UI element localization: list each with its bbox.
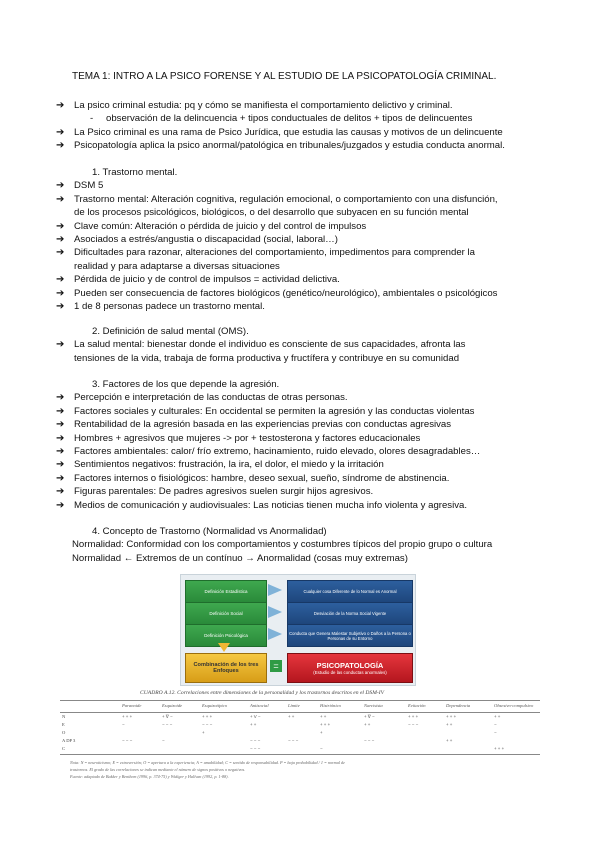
bullet-text: Asociados a estrés/angustia o discapacidad (social, laboral…) <box>74 234 338 246</box>
combinacion-box: Combinación de los tres Enfoques <box>185 653 267 683</box>
table-cell: − − − <box>364 738 375 743</box>
bullet-text: Rentabilidad de la agresión basada en las experiencias previas con conductas agresivas <box>74 419 452 431</box>
arrow-right-icon <box>268 606 282 618</box>
bullet-text: Factores ambientales: calor/ frío extremo, hacinamiento, ruido elevado, olores desagradables… <box>74 446 481 458</box>
table-cell: + <box>320 730 323 735</box>
bullet-item <box>56 246 536 259</box>
arrow-icon: ➔ <box>56 301 65 313</box>
bullet-item <box>56 179 536 192</box>
dash-icon: - <box>90 113 94 125</box>
arrow-icon: ➔ <box>56 287 65 299</box>
table-cell: − − − <box>250 738 261 743</box>
section-factores-agresion <box>56 378 536 512</box>
bullet-item <box>56 499 536 512</box>
bullet-item <box>56 405 536 418</box>
arrow-right-icon <box>268 628 282 640</box>
table-cell: − − − <box>122 738 133 743</box>
bullet-item <box>56 126 536 139</box>
table-cell: − − − <box>250 746 261 751</box>
table-cell: − − − <box>202 722 213 727</box>
table-cell: − <box>494 722 497 727</box>
bullet-item <box>56 445 536 458</box>
psicopatologia-box <box>287 653 413 683</box>
bullet-text: Clave común: Alteración o pérdida de juicio y del control de impulsos <box>74 220 367 232</box>
table-cell: + + <box>494 714 501 719</box>
table-cell: + + <box>364 722 371 727</box>
arrow-icon: ➔ <box>56 419 65 431</box>
bullet-text: La Psico criminal es una rama de Psico Jurídica, que estudia las causas y motivos de un delincuente <box>74 126 503 138</box>
bullet-continuation <box>56 206 536 219</box>
table-cell: + + <box>446 738 453 743</box>
arrow-icon: ➔ <box>56 180 65 192</box>
table-header: Histriónico <box>320 703 341 708</box>
table-cell: + + <box>446 722 453 727</box>
section-heading: 2. Definición de salud mental (OMS). <box>92 326 249 337</box>
table-cell: + + + <box>446 714 457 719</box>
table-cell: − <box>320 746 323 751</box>
table-cell: − − − <box>408 722 419 727</box>
table-row-label: E <box>62 722 65 727</box>
bullet-item <box>56 273 536 286</box>
arrow-icon: ➔ <box>56 392 65 404</box>
table-cell: + + + <box>408 714 419 719</box>
table-row-label: C <box>62 746 66 751</box>
bullet-item <box>56 139 536 152</box>
bullet-text: 1 de 8 personas padece un trastorno mental. <box>74 301 265 313</box>
arrow-icon: ➔ <box>56 234 65 246</box>
table-rule <box>60 712 540 713</box>
bullet-text: La psico criminal estudia: pq y cómo se manifiesta el comportamiento delictivo y criminal. <box>74 100 453 111</box>
social-description-box: Desviación de la Norma Social Vigente <box>287 602 413 625</box>
normalidad-continuum: Normalidad ← Extremos de un contínuo → Anormalidad (cosas muy extremas) <box>72 552 408 564</box>
table-header: Antisocial <box>250 703 269 708</box>
psicopatologia-diagram <box>180 574 416 686</box>
bullet-item <box>56 458 536 471</box>
section-heading: 1. Trastorno mental. <box>92 167 178 178</box>
arrow-icon: ➔ <box>56 432 65 444</box>
table-cell: + <box>202 730 205 735</box>
estadistica-description-box: Cualquier cosa Diferente de lo Normal es Anormal <box>287 580 413 603</box>
arrow-icon: ➔ <box>56 339 65 351</box>
equals-icon: = <box>270 660 282 672</box>
bullet-item <box>56 233 536 246</box>
arrow-icon: ➔ <box>56 446 65 458</box>
table-cell: + + <box>320 714 327 719</box>
table-row-label: N <box>62 714 66 719</box>
definicion-psicologica-box: Definición Psicológica <box>185 624 267 647</box>
bullet-text: Factores internos o fisiológicos: hambre, deseo sexual, sueño, síndrome de abstinencia. <box>74 472 450 484</box>
arrow-icon: ➔ <box>56 220 65 232</box>
bullet-text: Pérdida de juicio y de control de impulsos = actividad delictiva. <box>74 274 340 286</box>
normalidad-definition: Normalidad: Conformidad con los comportamientos y costumbres típicos del propio grupo o cultura <box>72 539 493 551</box>
arrow-icon: ➔ <box>56 472 65 484</box>
arrow-down-icon <box>218 643 230 652</box>
table-footnote: Fuente: adaptado de Bakker y Benthem (1996, p. 374-75) y Widiger y Hallvan (1992, p. 1-88). <box>70 774 229 779</box>
bullet-text: Medios de comunicación y audiovisuales: Las noticias tienen mucha info violenta y agresiva. <box>74 499 468 511</box>
table-cell: + + <box>288 714 295 719</box>
table-cell: + + <box>250 722 257 727</box>
table-header: Dependencia <box>446 703 471 708</box>
arrow-icon: ➔ <box>56 486 65 498</box>
bullet-item <box>56 472 536 485</box>
bullet-item <box>56 220 536 233</box>
intro-section <box>56 99 536 153</box>
arrow-icon: ➔ <box>56 193 65 205</box>
arrow-icon: ➔ <box>56 459 65 471</box>
bullet-text: Figuras parentales: De padres agresivos suelen surgir hijos agresivos. <box>74 486 374 498</box>
definicion-social-box: Definición Social <box>185 602 267 625</box>
bullet-text: realidad y para adaptarse a diversas situaciones <box>74 260 280 272</box>
table-cell: + + + <box>122 714 133 719</box>
arrow-right-icon <box>268 584 282 596</box>
table-header: Límite <box>288 703 300 708</box>
psicopatologia-subtitle: (Estudio de las conductas anormales) <box>313 670 387 675</box>
bullet-text: de los procesos psicológicos, biológicos, o del desarrollo que subyacen en su función mental <box>74 207 469 219</box>
bullet-text: Hombres + agresivos que mujeres -> por + testosterona y factores educacionales <box>74 432 421 444</box>
table-cell: + ∇ − <box>364 714 375 719</box>
bullet-text: Trastorno mental: Alteración cognitiva, regulación emocional, o comportamiento con una disfunción, <box>74 193 498 205</box>
table-cell: + ∇ − <box>162 714 173 719</box>
table-cell: + + + <box>320 722 331 727</box>
arrow-icon: ➔ <box>56 140 65 152</box>
table-footnote: Nota: N = neuroticismo; E = extraversión; O = apertura a la experiencia; A = amabilidad; C = sentido de responsabilidad. P = baja probabilidad / 1 = normal de <box>70 760 345 765</box>
arrow-icon: ➔ <box>56 274 65 286</box>
section-heading: 4. Concepto de Trastorno (Normalidad vs Anormalidad) <box>92 526 327 537</box>
bullet-item <box>56 99 536 112</box>
table-rule <box>60 754 540 755</box>
document-title: TEMA 1: INTRO A LA PSICO FORENSE Y AL ESTUDIO DE LA PSICOPATOLOGÍA CRIMINAL. <box>72 71 497 82</box>
bullet-text: Dificultades para razonar, alteraciones del comportamiento, impedimentos para comprender la <box>74 247 476 259</box>
table-rule <box>60 700 540 701</box>
table-cell: + + + <box>494 746 505 751</box>
section-heading: 3. Factores de los que depende la agresión. <box>92 379 280 390</box>
personality-correlation-table <box>60 690 540 798</box>
sub-item-text: observación de la delincuencia + tipos conductuales de delitos + tipos de delincuentes <box>106 113 473 125</box>
arrow-icon: ➔ <box>56 126 65 138</box>
arrow-icon: ➔ <box>56 247 65 259</box>
bullet-text: Sentimientos negativos: frustración, la ira, el dolor, el miedo y la irritación <box>74 459 384 471</box>
table-cell: − <box>162 738 165 743</box>
table-caption: CUADRO A.12. Correlaciones entre dimensiones de la personalidad y los trastornos descritos en el DSM-IV <box>140 690 385 696</box>
table-cell: + V − <box>250 714 261 719</box>
bullet-continuation <box>56 352 536 365</box>
section-salud-mental <box>56 325 536 365</box>
section-trastorno-mental <box>56 166 536 313</box>
bullet-text: DSM 5 <box>74 180 104 192</box>
psicologica-description-box: Conducta que Genera Malestar Subjetivo o Daños a la Persona o Personas de su Entorno <box>287 624 413 647</box>
table-cell: − <box>494 730 497 735</box>
table-cell: + + + <box>202 714 213 719</box>
sub-item <box>56 112 536 125</box>
table-header: Paranoide <box>122 703 142 708</box>
table-cell: − − − <box>162 722 173 727</box>
table-footnote: trastornos. El grado de las correlaciones se indican mediante el número de signos positivos o negativos. <box>70 767 246 772</box>
psicopatologia-title: PSICOPATOLOGÍA <box>316 661 384 670</box>
table-row-label: O <box>62 730 66 735</box>
bullet-item <box>56 485 536 498</box>
bullet-item <box>56 300 536 313</box>
bullet-item <box>56 193 536 206</box>
bullet-text: Pueden ser consecuencia de factores biológicos (genético/neurológico), ambientales o psicológicos <box>74 287 498 299</box>
table-header: Esquizoide <box>162 703 183 708</box>
bullet-text: Percepción e interpretación de las conductas de otras personas. <box>74 392 348 404</box>
bullet-item <box>56 391 536 404</box>
table-cell: − <box>122 722 125 727</box>
table-header: Obsesivo-compulsivo <box>494 703 534 708</box>
bullet-text: Factores sociales y culturales: En occidental se permiten la agresión y las conductas violentas <box>74 405 475 417</box>
table-header: Narcisista <box>364 703 383 708</box>
bullet-item <box>56 418 536 431</box>
arrow-icon: ➔ <box>56 405 65 417</box>
table-row-label: A DP 3 <box>62 738 76 743</box>
bullet-item <box>56 338 536 351</box>
table-header: Evitación <box>408 703 426 708</box>
definicion-estadistica-box: Definición Estadística <box>185 580 267 603</box>
bullet-text: tensiones de la vida, trabaja de forma productiva y fructífera y contribuye en su comunidad <box>74 352 460 364</box>
section-concepto-trastorno <box>56 525 536 565</box>
table-header: Esquizotípico <box>202 703 228 708</box>
table-cell: − − − <box>288 738 299 743</box>
bullet-text: Psicopatología aplica la psico anormal/patológica en tribunales/juzgados y estudia conducta anormal. <box>74 140 505 152</box>
bullet-text: La salud mental: bienestar donde el individuo es consciente de sus capacidades, afronta las <box>74 339 466 351</box>
bullet-item <box>56 287 536 300</box>
arrow-icon: ➔ <box>56 499 65 511</box>
bullet-continuation <box>56 260 536 273</box>
bullet-item <box>56 432 536 445</box>
arrow-icon: ➔ <box>56 100 65 111</box>
